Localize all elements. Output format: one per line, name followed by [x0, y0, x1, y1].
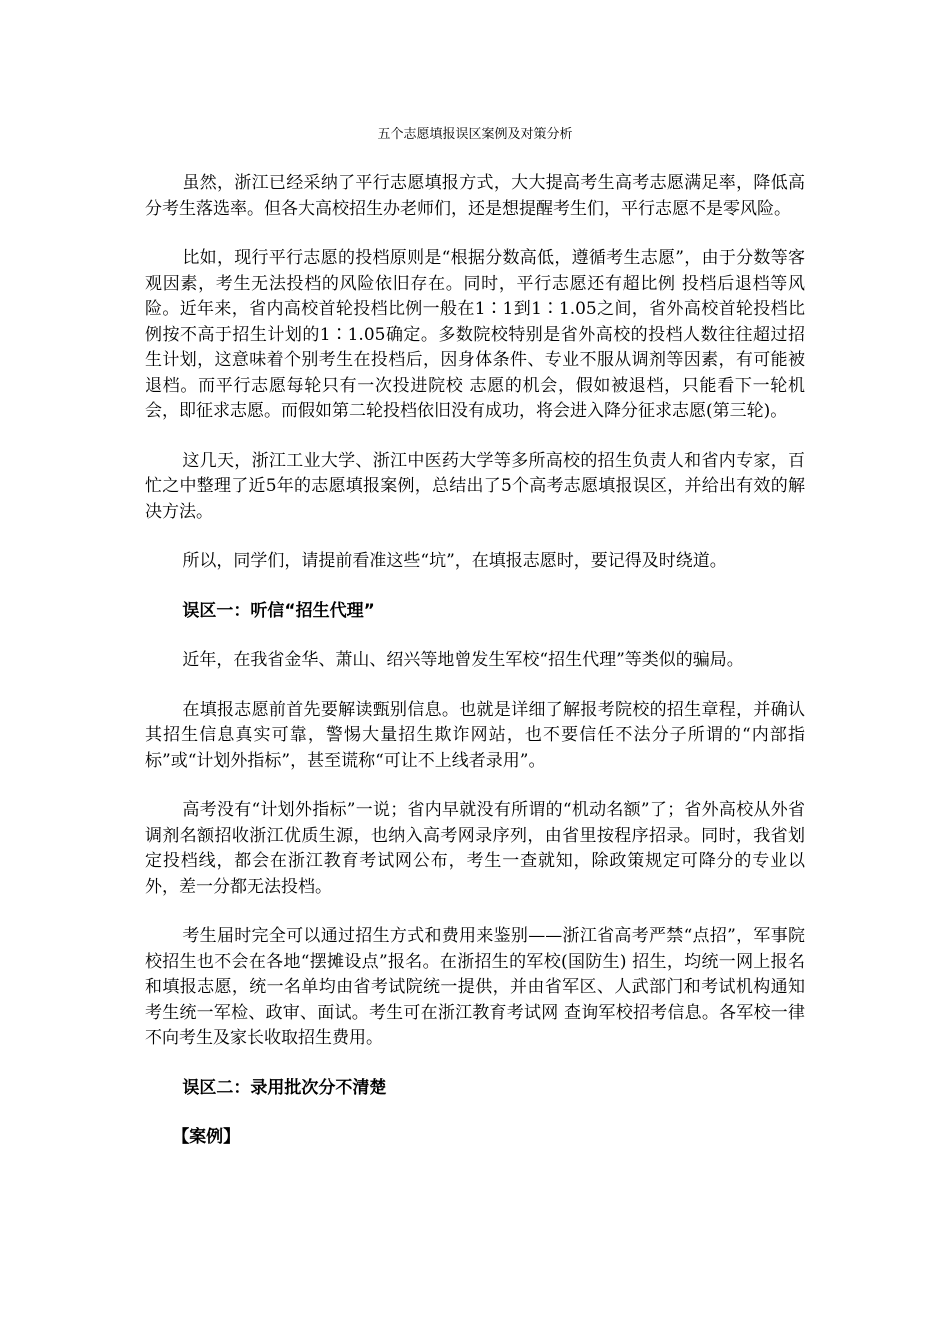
paragraph-intro: 虽然，浙江已经采纳了平行志愿填报方式，大大提高考生高考志愿满足率，降低高分考生落选率。但各大高校招生办老师们，还是想提醒考生们，平行志愿不是零风险。: [145, 173, 805, 219]
document-body: [145, 171, 805, 1151]
paragraph-experts-summary: 这几天，浙江工业大学、浙江中医药大学等多所高校的招生负责人和省内专家，百忙之中整理了近5年的志愿填报案例，总结出了5个高考志愿填报误区，并给出有效的解决方法。: [145, 450, 805, 522]
paragraph-military-admission: 考生届时完全可以通过招生方式和费用来鉴别——浙江省高考严禁“点招”，军事院校招生也不会在各地“摆摊设点”报名。在浙招生的军校(国防生) 招生，均统一网上报名和填报志愿，统一名单均由省考试院统一提供，并由省军区、人武部门和考试机构通知考生统一军检、政审、面试。考生可在浙江教育考试网 查询军校招考信息。各军校一律不向考生及家长收取招生费用。: [145, 926, 805, 1048]
paragraph-no-extra-quota: 高考没有“计划外指标”一说；省内早就没有所谓的“机动名额”了；省外高校从外省调剂名额招收浙江优质生源，也纳入高考网录序列，由省里按程序招录。同时，我省划定投档线，都会在浙江教育考试网公布，考生一查就知，除政策规定可降分的专业以外，差一分都无法投档。: [145, 800, 805, 897]
section-heading-2: 误区二：录用批次分不清楚: [182, 1077, 387, 1098]
document-title: 五个志愿填报误区案例及对策分析: [377, 127, 573, 142]
paragraph-parallel-risk: 比如，现行平行志愿的投档原则是“根据分数高低，遵循考生志愿”，由于分数等客观因素，考生无法投档的风险依旧存在。同时，平行志愿还有超比例 投档后退档等风险。近年来，省内高校首轮投档比例一般在1∶1到1∶1.05之间，省外高校首轮投档比例按不高于招生计划的1∶1.05确定。多数院校特别是省外高校的投档人数往往超过招生计划，这意味着个别考生在投档后，因身体条件、专业不服从调剂等因素，有可能被退档。而平行志愿每轮只有一次投进院校 志愿的机会，假如被退档，只能看下一轮机会，即征求志愿。而假如第二轮投档依旧没有成功，将会进入降分征求志愿(第三轮)。: [145, 248, 805, 421]
case-label: 【案例】: [172, 1127, 241, 1147]
section-heading-1: 误区一：听信“招生代理”: [182, 600, 375, 621]
paragraph-verify-info: 在填报志愿前首先要解读甄别信息。也就是详细了解报考院校的招生章程，并确认其招生信息真实可靠，警惕大量招生欺诈网站，也不要信任不法分子所谓的“内部指标”或“计划外指标”，甚至谎称“可让不上线者录用”。: [145, 699, 805, 771]
paragraph-reminder: 所以，同学们，请提前看准这些“坑”，在填报志愿时，要记得及时绕道。: [182, 551, 727, 571]
paragraph-scam-cases: 近年，在我省金华、萧山、绍兴等地曾发生军校“招生代理”等类似的骗局。: [182, 650, 744, 670]
